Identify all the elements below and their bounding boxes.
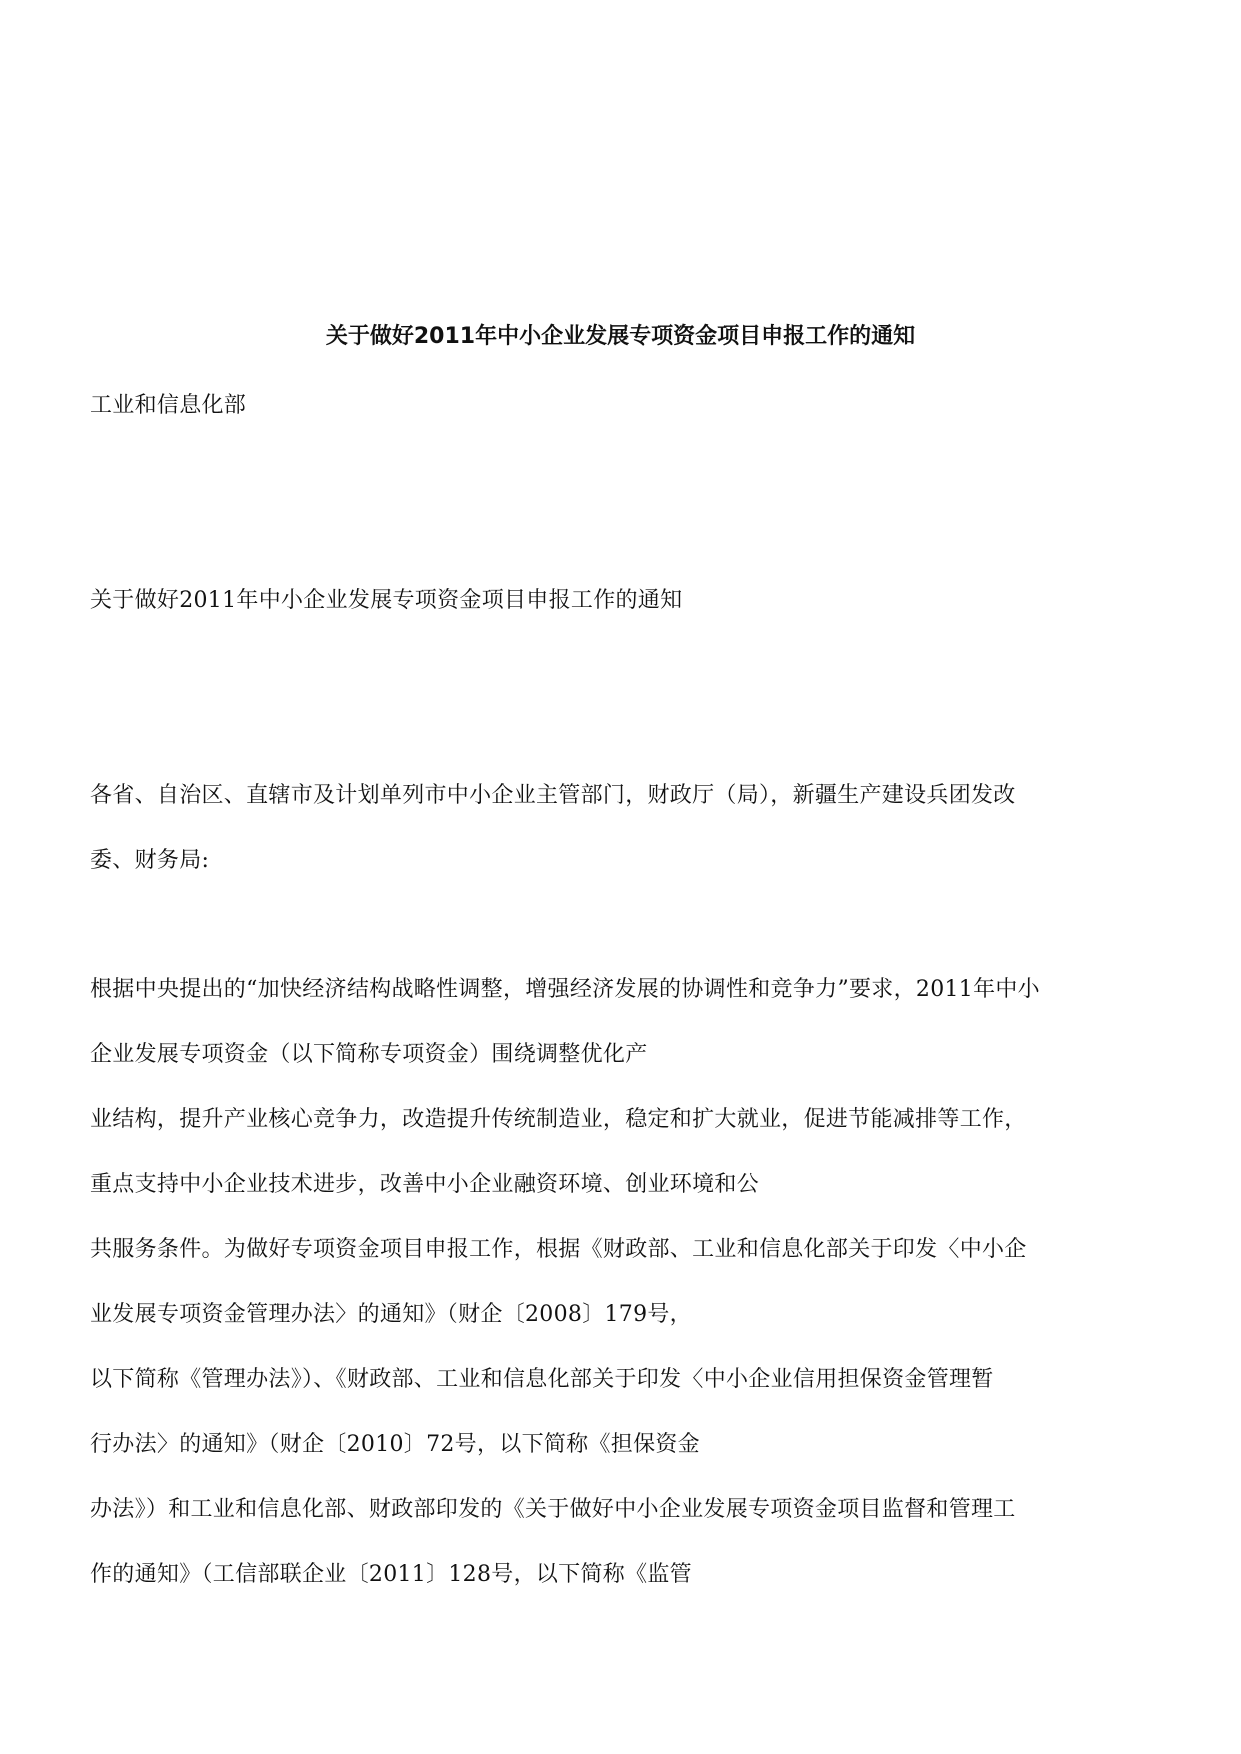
subtitle-line: 关于做好2011年中小企业发展专项资金项目申报工作的通知 [90,588,683,613]
body-line: 共服务条件。为做好专项资金项目申报工作，根据《财政部、工业和信息化部关于印发〈中小企 [90,1237,1027,1262]
body-line: 业发展专项资金管理办法〉的通知》（财企〔2008〕179号， [90,1302,692,1327]
body-line: 业结构，提升产业核心竞争力，改造提升传统制造业，稳定和扩大就业，促进节能减排等工作， [90,1107,1027,1132]
addressee-line: 委、财务局: [90,848,210,873]
addressee-line: 各省、自治区、直辖市及计划单列市中小企业主管部门，财政厅（局），新疆生产建设兵团发改 [90,783,1016,808]
body-line: 以下简称《管理办法》）、《财政部、工业和信息化部关于印发〈中小企业信用担保资金管理暂 [90,1367,994,1392]
body-line: 根据中央提出的“加快经济结构战略性调整，增强经济发展的协调性和竞争力”要求，2011年中小 [90,977,1040,1002]
body-line: 企业发展专项资金（以下简称专项资金）围绕调整优化产 [90,1042,648,1067]
issuer-line: 工业和信息化部 [90,393,247,418]
body-line: 重点支持中小企业技术进步，改善中小企业融资环境、创业环境和公 [90,1172,760,1197]
body-line: 行办法〉的通知》（财企〔2010〕72号，以下简称《担保资金 [90,1432,700,1457]
body-line: 作的通知》（工信部联企业〔2011〕128号，以下简称《监管 [90,1562,692,1587]
body-line: 办法》）和工业和信息化部、财政部印发的《关于做好中小企业发展专项资金项目监督和管理工 [90,1497,1016,1522]
document-title: 关于做好2011年中小企业发展专项资金项目申报工作的通知 [325,324,916,349]
